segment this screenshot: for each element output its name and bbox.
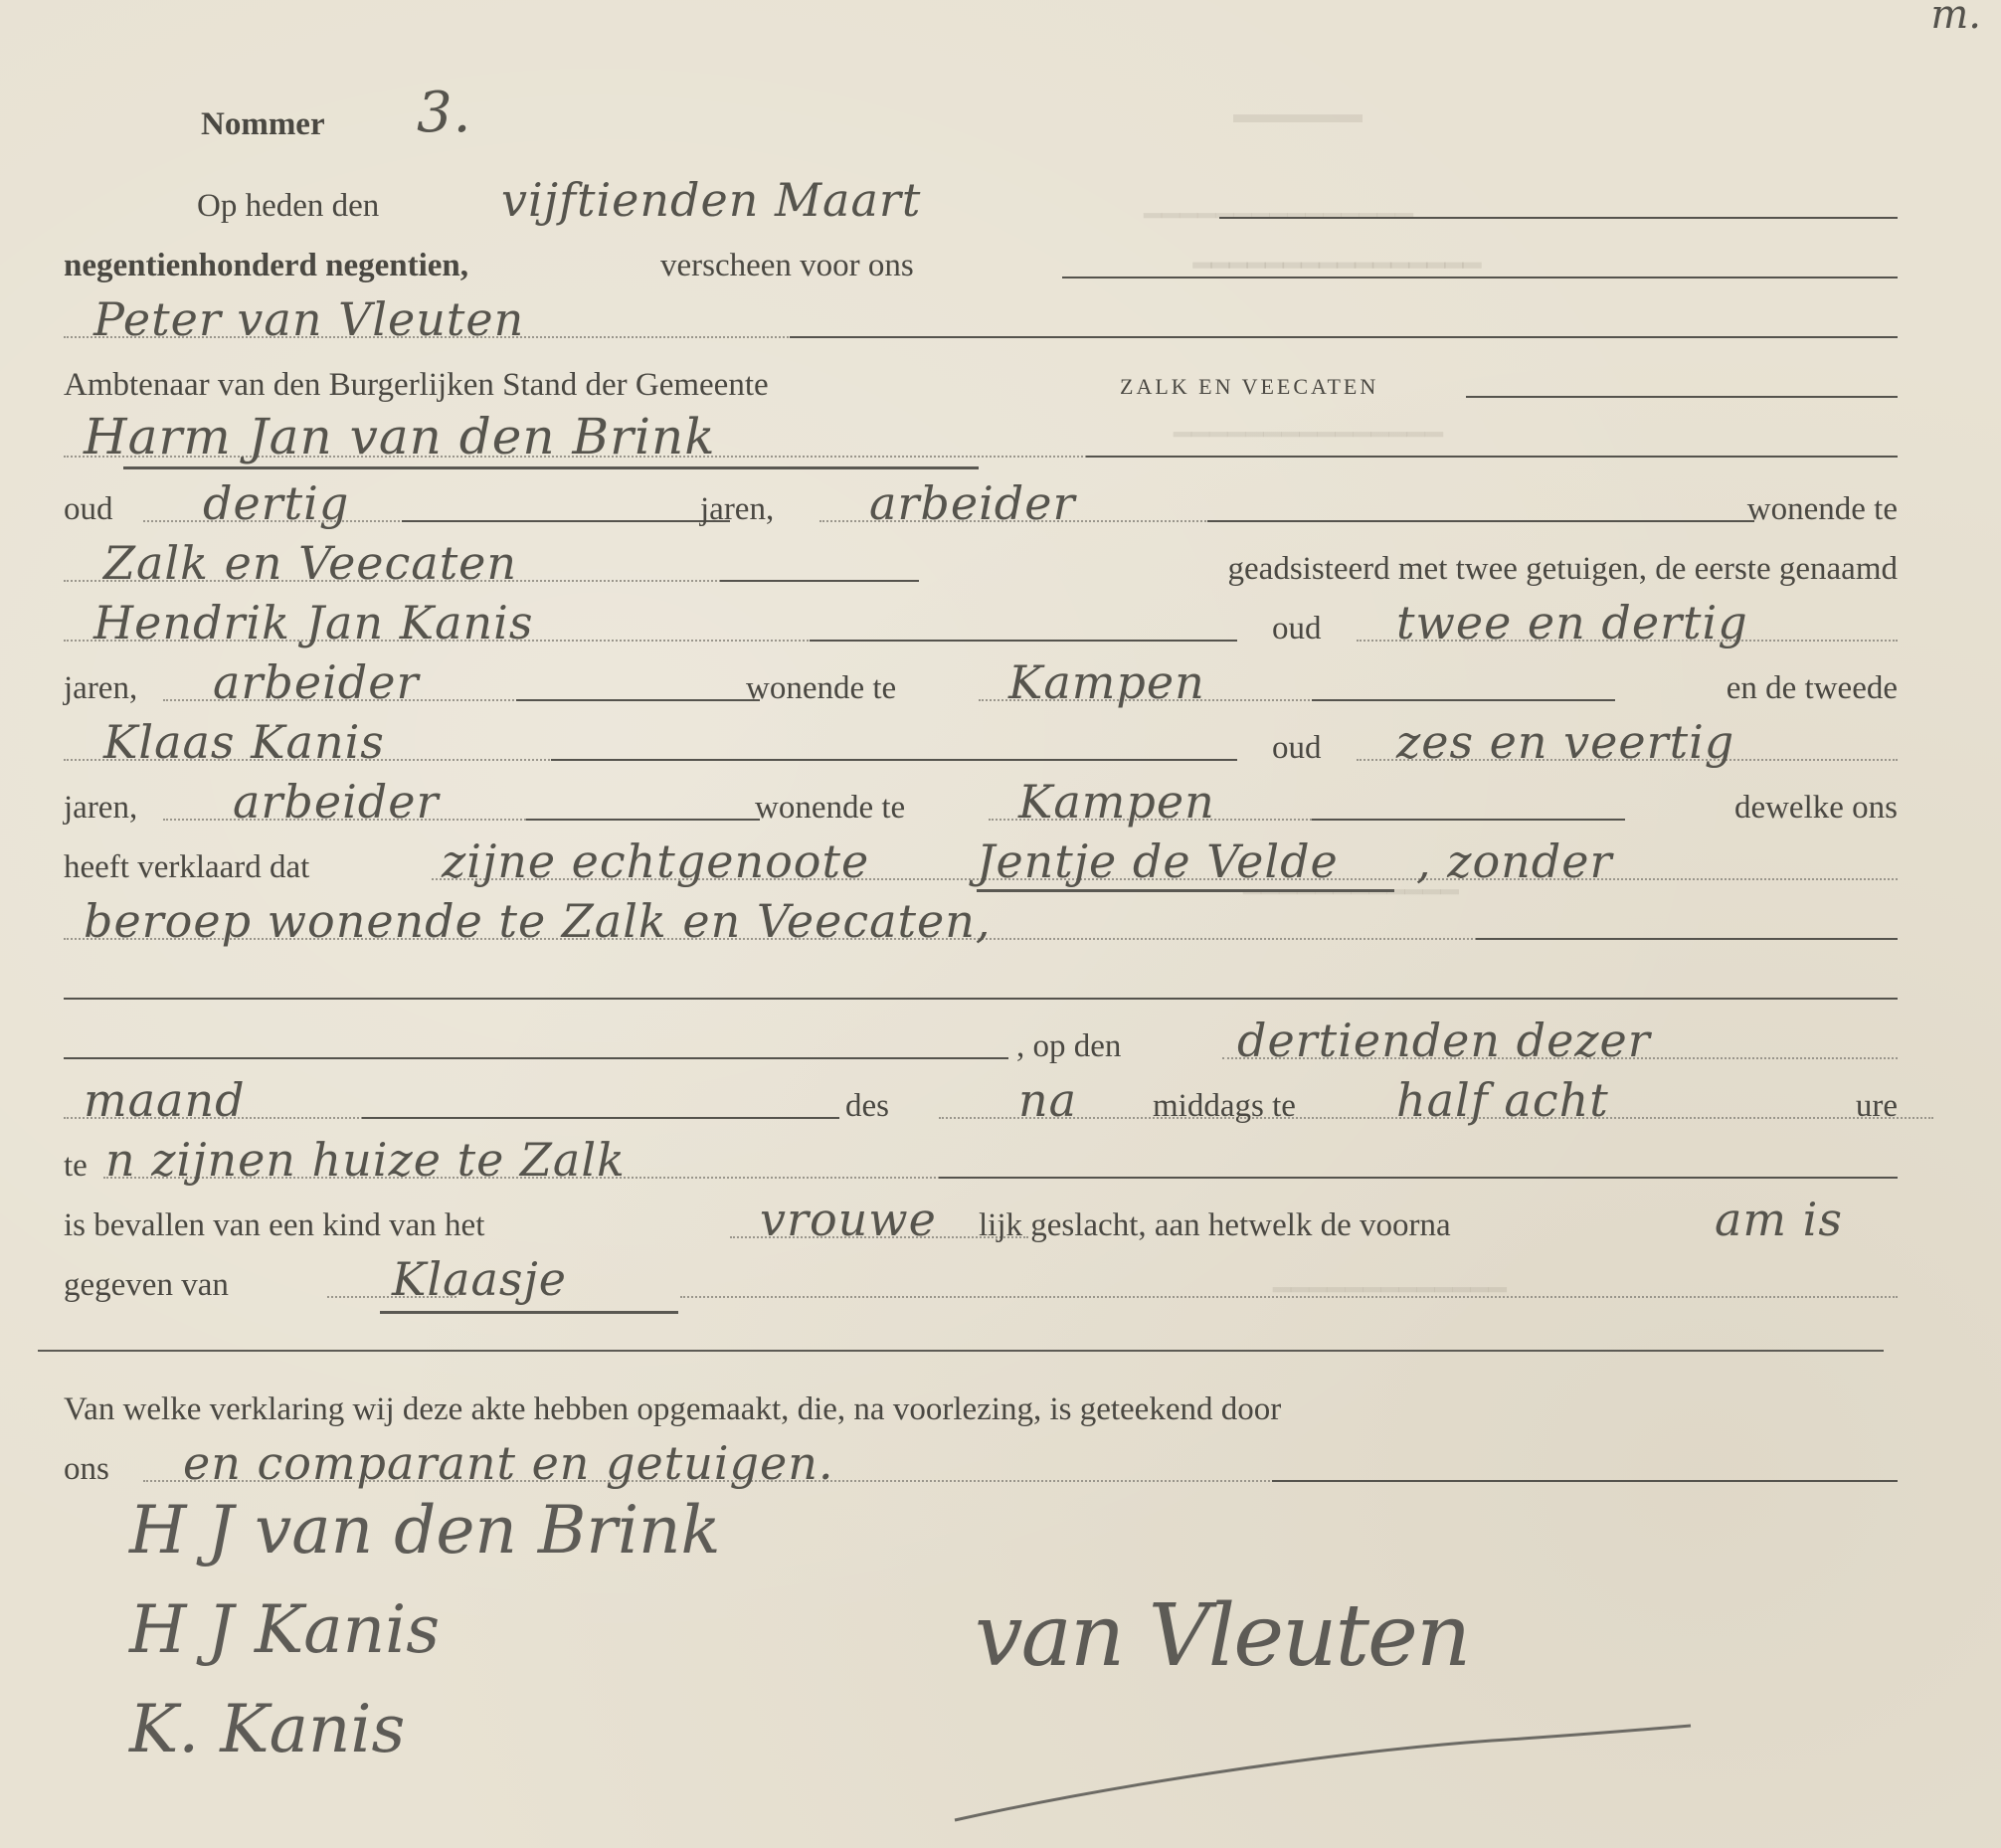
line-birth-time (64, 1069, 1898, 1129)
handwritten-age: twee en dertig (1396, 596, 1748, 649)
line-witness2-details (64, 771, 1898, 831)
handwritten-declarant: Peter van Vleuten (93, 292, 525, 346)
line-declarant (64, 288, 1898, 348)
signature-witness1: H J Kanis (129, 1591, 441, 1668)
fill-line (516, 699, 760, 701)
handwritten-date: vijftienden Maart (501, 173, 922, 227)
fill-line (1476, 938, 1898, 940)
text: Ambtenaar van den Burgerlijken Stand der Gemeente (64, 367, 769, 403)
fill-line (402, 520, 730, 522)
line-date (64, 169, 1898, 229)
handwritten-witness2: Klaas Kanis (103, 715, 385, 769)
handwritten-text: na (1018, 1073, 1078, 1127)
line-sex (64, 1189, 1898, 1248)
line-year (64, 229, 1898, 288)
text: ure (1855, 1088, 1898, 1124)
fill-line (551, 759, 1237, 761)
text: dewelke ons (1733, 790, 1898, 826)
signature-declarant: van Vleuten (975, 1586, 1470, 1686)
text: en de tweede (1726, 670, 1898, 706)
handwritten-place: n zijnen huize te Zalk (105, 1133, 626, 1187)
line-witness1-details (64, 651, 1898, 711)
line-official-name (64, 408, 1898, 467)
text: Van welke verklaring wij deze akte hebben opgemaakt, die, na voorlezing, is geteekend door (64, 1391, 1282, 1427)
handwritten-text: beroep wonende te Zalk en Veecaten, (84, 894, 992, 948)
bleed-through-text: ▬▬▬▬▬ (1233, 99, 1363, 128)
fill-line (1086, 456, 1898, 458)
line-closing (64, 1373, 1898, 1432)
bleed-through-text: ━━━━━━━━━━━━ (1243, 876, 1459, 909)
text: heeft verklaard dat (64, 849, 310, 885)
fill-line (1312, 819, 1625, 821)
text: jaren, (64, 790, 138, 826)
signature-official: H J van den Brink (129, 1492, 721, 1569)
text: jaren, (64, 670, 138, 706)
municipality: ZALK EN VEECATEN (1120, 374, 1379, 399)
handwritten-birth-date: dertienden dezer (1237, 1014, 1651, 1067)
line-signed-by (64, 1432, 1898, 1492)
fill-line (64, 1057, 1008, 1059)
line-statement (64, 831, 1898, 890)
underline (380, 1311, 678, 1314)
fill-line (1207, 520, 1754, 522)
fill-line (810, 640, 1237, 642)
text: middags te (1153, 1088, 1296, 1124)
fill-line (939, 1177, 1898, 1179)
handwritten-official: Harm Jan van den Brink (84, 408, 716, 465)
text: oud (64, 491, 113, 527)
fill-line (1062, 277, 1898, 278)
handwritten-sex: vrouwe (760, 1193, 937, 1246)
number-value: 3. (417, 81, 472, 145)
text: wonende te (755, 790, 906, 826)
text: ons (64, 1451, 109, 1487)
bleed-through-text: ━━━━━━━━━━━━━ (1273, 1274, 1507, 1307)
line-blank (64, 950, 1898, 1010)
fill-line (1219, 217, 1898, 219)
line-witness2 (64, 711, 1898, 771)
handwritten-occupation: arbeider (869, 476, 1076, 530)
section-rule (38, 1350, 1884, 1352)
fill-line (526, 819, 760, 821)
signature-flourish (935, 1711, 1711, 1830)
bleed-through-text: ━━━━━━━━━━━━━━━ (1144, 200, 1413, 233)
text: wonende te (1746, 491, 1898, 527)
line-birth-place (64, 1129, 1898, 1189)
handwritten-occupation: arbeider (213, 655, 420, 709)
signature-witness2: K. Kanis (129, 1691, 406, 1767)
text: oud (1272, 730, 1322, 766)
text: des (845, 1088, 889, 1124)
text: gegeven van (64, 1267, 229, 1303)
text: verscheen voor ons (660, 248, 914, 283)
line-official-title (64, 348, 1898, 408)
line-residence (64, 532, 1898, 592)
text: oud (1272, 611, 1322, 647)
handwritten-occupation: arbeider (233, 775, 440, 829)
line-birth-date (64, 1010, 1898, 1069)
handwritten-age: zes en veertig (1396, 715, 1735, 769)
text: geadsisteerd met twee getuigen, de eerste genaamd (1227, 551, 1898, 587)
fill-line (362, 1117, 839, 1119)
handwritten-text: , zonder (1416, 834, 1613, 888)
handwritten-mother-name: Jentje de Velde (977, 834, 1339, 888)
text: , op den (1016, 1028, 1122, 1064)
fill-line (64, 998, 1898, 1000)
fill-line (720, 580, 919, 582)
bleed-through-text: ━━━━━━━━━━━━━━━━ (1193, 250, 1481, 282)
handwritten-age: dertig (203, 476, 350, 530)
text: Op heden den (197, 188, 380, 224)
handwritten-text: am is (1715, 1193, 1843, 1246)
fill-line (790, 336, 1898, 338)
text: lijk geslacht, aan hetwelk de voorna (979, 1207, 1451, 1243)
handwritten-text: zijne echtgenoote (442, 834, 870, 888)
number-label: Nommer (201, 106, 325, 142)
record-number-row (64, 81, 1898, 147)
dotted-line (680, 1296, 1898, 1298)
handwritten-text: en comparant en getuigen. (183, 1436, 834, 1490)
handwritten-text: maand (84, 1073, 246, 1127)
text: jaren, (700, 491, 775, 527)
text: is bevallen van een kind van het (64, 1207, 485, 1243)
handwritten-time: half acht (1396, 1073, 1609, 1127)
text: wonende te (746, 670, 897, 706)
text: te (64, 1148, 88, 1184)
fill-line (1272, 1480, 1898, 1482)
line-age-occupation (64, 472, 1898, 532)
fill-line (1312, 699, 1615, 701)
corner-mark: m. (1930, 0, 1981, 38)
line-witness1 (64, 592, 1898, 651)
line-child-name (64, 1248, 1898, 1308)
bleed-through-text: ━━━━━━━━━━━━━━━ (1174, 419, 1443, 452)
handwritten-residence: Zalk en Veecaten (103, 536, 518, 590)
handwritten-child-name: Klaasje (392, 1252, 568, 1306)
text: negentienhonderd negentien, (64, 248, 469, 283)
fill-line (1466, 396, 1898, 398)
handwritten-residence: Kampen (1008, 655, 1205, 709)
underline (123, 466, 979, 469)
handwritten-witness1: Hendrik Jan Kanis (93, 596, 534, 649)
line-mother-residence (64, 890, 1898, 950)
handwritten-residence: Kampen (1018, 775, 1215, 829)
